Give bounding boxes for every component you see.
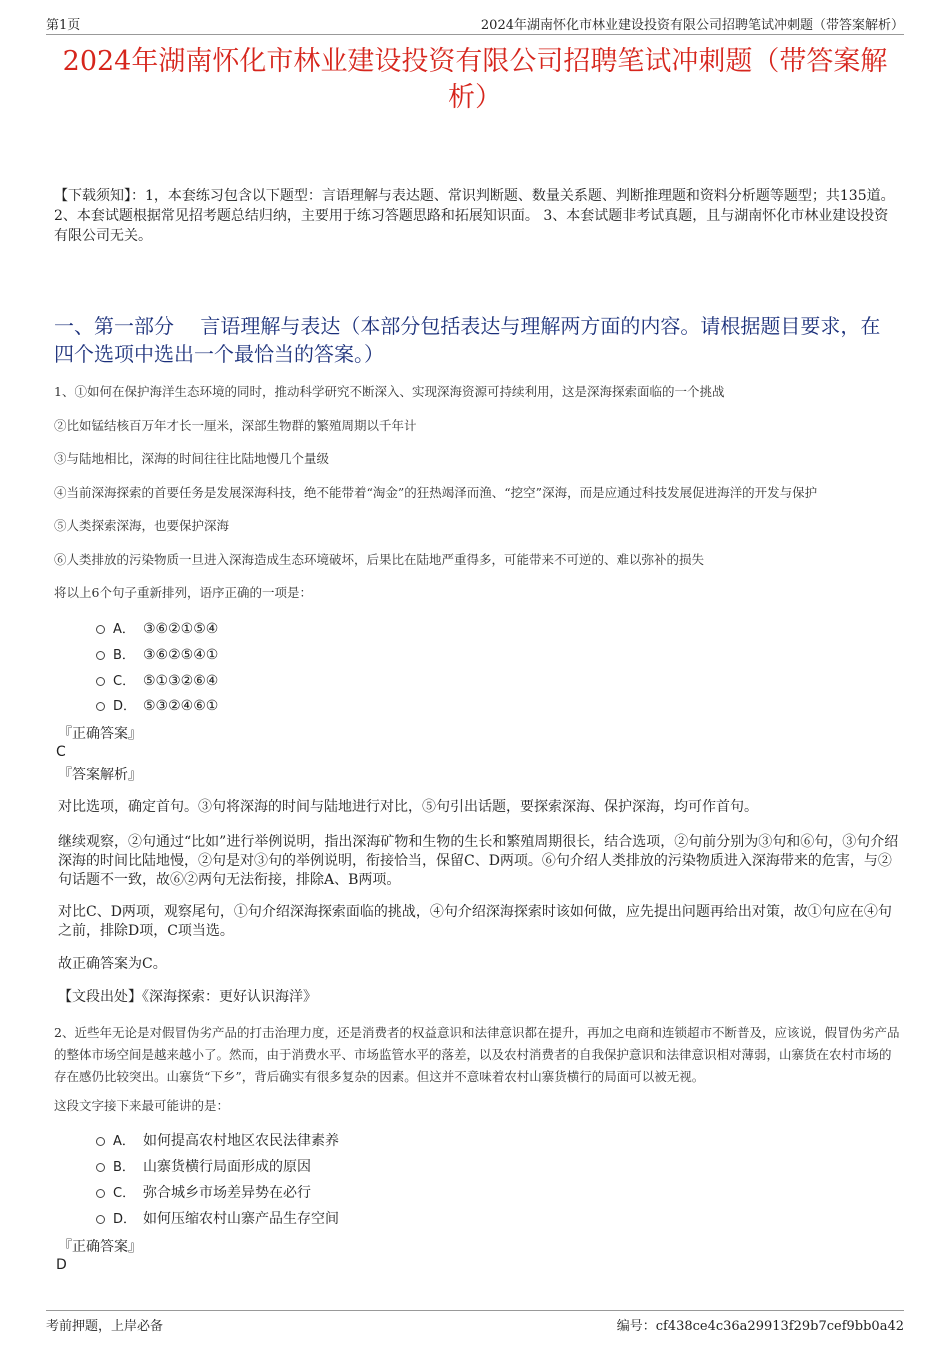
- q1-source: 【文段出处】《深海探索：更好认识海洋》: [58, 989, 317, 1005]
- q1-analysis-paragraph: 对比选项，确定首句。③句将深海的时间与陆地进行对比，⑤句引出话题，要探索深海、保护深海，均可作首句。: [58, 799, 758, 815]
- q1-line: ②比如锰结核百万年才长一厘米，深部生物群的繁殖周期以千年计: [54, 418, 417, 433]
- radio-icon[interactable]: [96, 1215, 105, 1224]
- radio-icon[interactable]: [96, 1189, 105, 1198]
- q2-answer: D: [56, 1257, 67, 1273]
- q1-analysis-paragraph: 继续观察，②句通过“比如”进行举例说明，指出深海矿物和生物的生长和繁殖周期很长，结合选项，②句前分别为③句和⑥句，③句介绍深海的时间比陆地慢，②句是对③句的举例说明，衔接恰当，保留C、D两项。⑥句介绍人类排放的污染物质进入深海带来的危害，与②句话题不一致，故⑥②两句无法衔接，排除A、B两项。: [58, 834, 899, 888]
- q1-option-d[interactable]: D． ⑤③②④⑥①: [96, 696, 218, 717]
- q1-analysis-paragraph: 对比C、D两项，观察尾句，①句介绍深海探索面临的挑战，④句介绍深海探索时该如何做，应先提出问题再给出对策，故①句应在④句之前，排除D项，C项当选。: [58, 904, 892, 939]
- document-title: 2024年湖南怀化市林业建设投资有限公司招聘笔试冲刺题（带答案解析）: [62, 46, 888, 113]
- q1-option-b[interactable]: B． ③⑥②⑤④①: [96, 645, 218, 666]
- q1-option-a[interactable]: A． ③⑥②①⑤④: [96, 619, 218, 640]
- header-doc-title: 2024年湖南怀化市林业建设投资有限公司招聘笔试冲刺题（带答案解析）: [480, 18, 904, 33]
- q2-stem: 2、近些年无论是对假冒伪劣产品的打击治理力度，还是消费者的权益意识和法律意识都在提升，再加之电商和连锁超市不断普及，应该说，假冒伪劣产品的整体市场空间是越来越小了。然而，由于消费水平、市场监管水平的落差，以及农村消费者的自我保护意识和法律意识相对薄弱，山寨货在农村市场的存在感仍比较突出。山寨货“下乡”，背后确实有很多复杂的因素。但这并不意味着农村山寨货横行的局面可以被无视。: [54, 1025, 900, 1084]
- q1-answer-label: 『正确答案』: [58, 726, 142, 742]
- q2-option-c[interactable]: C． 弥合城乡市场差异势在必行: [96, 1183, 311, 1204]
- footer-slogan: 考前押题，上岸必备: [46, 1319, 164, 1334]
- q1-line: ⑤人类探索深海，也要保护深海: [54, 518, 230, 533]
- q1-answer: C: [56, 744, 66, 760]
- radio-icon[interactable]: [96, 1163, 105, 1172]
- page-header: [46, 12, 904, 35]
- q2-option-d[interactable]: D． 如何压缩农村山寨产品生存空间: [96, 1209, 339, 1230]
- radio-icon[interactable]: [96, 625, 105, 634]
- footer-serial-number: 编号：cf438ce4c36a29913f29b7cef9bb0a42: [616, 1319, 904, 1334]
- q1-prompt: 将以上6个句子重新排列，语序正确的一项是：: [54, 585, 312, 600]
- download-notice: 【下载须知】：1，本套练习包含以下题型：言语理解与表达题、常识判断题、数量关系题、判断推理题和资料分析题等题型；共135道。 2、本套试题根据常见招考题总结归纳，主要用于练习答题思路和拓展知识面。 3、本套试题非考试真题，且与湖南怀化市林业建设投资有限公司无关。: [54, 188, 895, 244]
- q2-option-b[interactable]: B． 山寨货横行局面形成的原因: [96, 1157, 311, 1178]
- q1-line: 1、①如何在保护海洋生态环境的同时，推动科学研究不断深入、实现深海资源可持续利用，这是深海探索面临的一个挑战: [54, 384, 725, 399]
- radio-icon[interactable]: [96, 1137, 105, 1146]
- page-footer: [46, 1310, 904, 1335]
- q1-analysis-paragraph: 故正确答案为C。: [58, 956, 167, 972]
- radio-icon[interactable]: [96, 651, 105, 660]
- q1-line: ⑥人类排放的污染物质一旦进入深海造成生态环境破坏，后果比在陆地严重得多，可能带来不可逆的、难以弥补的损失: [54, 552, 705, 567]
- page-number: 第1页: [46, 18, 81, 33]
- q2-prompt: 这段文字接下来最可能讲的是：: [54, 1098, 230, 1113]
- radio-icon[interactable]: [96, 702, 105, 711]
- q1-analysis-label: 『答案解析』: [58, 767, 142, 783]
- q1-line: ③与陆地相比，深海的时间往往比陆地慢几个量级: [54, 451, 330, 466]
- q1-option-c[interactable]: C． ⑤①③②⑥④: [96, 671, 218, 692]
- q1-line: ④当前深海探索的首要任务是发展深海科技，绝不能带着“淘金”的狂热竭泽而渔、“挖空”深海，而是应通过科技发展促进海洋的开发与保护: [54, 485, 818, 500]
- q2-option-a[interactable]: A． 如何提高农村地区农民法律素养: [96, 1131, 339, 1152]
- section-title: 一、第一部分 言语理解与表达（本部分包括表达与理解两方面的内容。请根据题目要求，在四个选项中选出一个最恰当的答案。）: [54, 314, 881, 366]
- radio-icon[interactable]: [96, 677, 105, 686]
- q2-answer-label: 『正确答案』: [58, 1239, 142, 1255]
